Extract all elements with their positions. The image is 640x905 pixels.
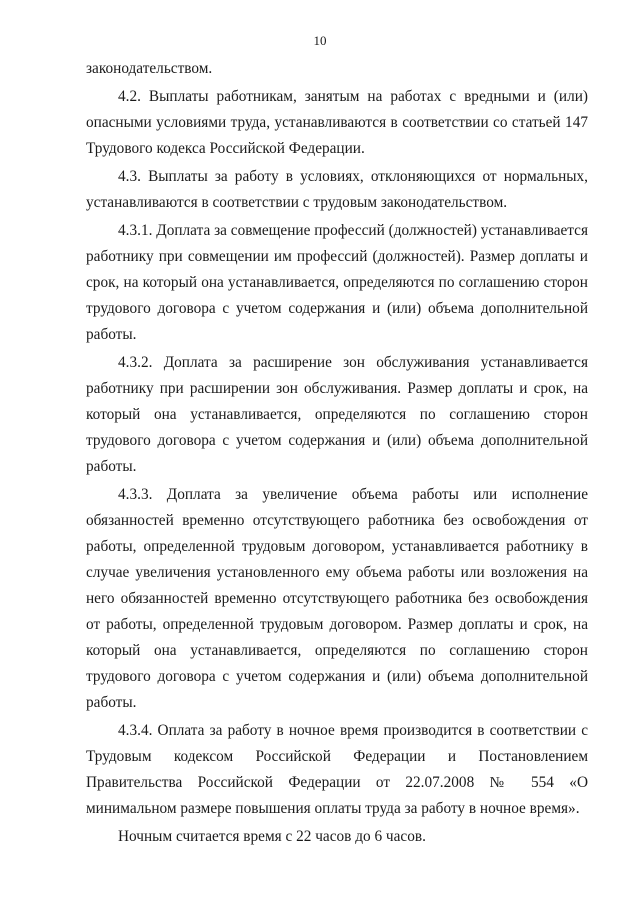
paragraph-4-3-1: 4.3.1. Доплата за совмещение профессий (должностей) устанавливается работнику при совмещении им профессий (должностей). Размер доплаты и срок, на который она устанавливается, определяются по соглашению сторон трудового договора с учетом содержания и (или) объема дополнительной работы. (86, 222, 588, 343)
paragraph-4-3: 4.3. Выплаты за работу в условиях, отклоняющихся от нормальных, устанавливаются в соответствии с трудовым законодательством. (86, 168, 588, 211)
paragraph-continuation: законодательством. (86, 60, 213, 77)
page-number: 10 (313, 33, 327, 48)
document-body (86, 56, 588, 850)
paragraph-4-3-4: 4.3.4. Оплата за работу в ночное время производится в соответствии с Трудовым кодексом Российской Федерации и Постановлением Правительства Российской Федерации от 22.07.2008 № 554 «О минимальном размере повышения оплаты труда за работу в ночное время». (86, 722, 588, 817)
paragraph-4-2: 4.2. Выплаты работникам, занятым на работах с вредными и (или) опасными условиями труда, устанавливаются в соответствии со статьей 147 Трудового кодекса Российской Федерации. (86, 88, 588, 157)
paragraph-4-3-2: 4.3.2. Доплата за расширение зон обслуживания устанавливается работнику при расширении зон обслуживания. Размер доплаты и срок, на который она устанавливается, определяются по соглашению сторон трудового договора с учетом содержания и (или) объема дополнительной работы. (86, 354, 588, 475)
paragraph-night-time: Ночным считается время с 22 часов до 6 часов. (118, 828, 426, 845)
paragraph-4-3-3: 4.3.3. Доплата за увеличение объема работы или исполнение обязанностей временно отсутствующего работника без освобождения от работы, определенной трудовым договором, устанавливается работнику в случае увеличения установленного ему объема работы или возложения на него обязанностей временно отсутствующего работника без освобождения от работы, определенной трудовым договором. Размер доплаты и срок, на который она устанавливается, определяются по соглашению сторон трудового договора с учетом содержания и (или) объема дополнительной работы. (86, 486, 588, 711)
